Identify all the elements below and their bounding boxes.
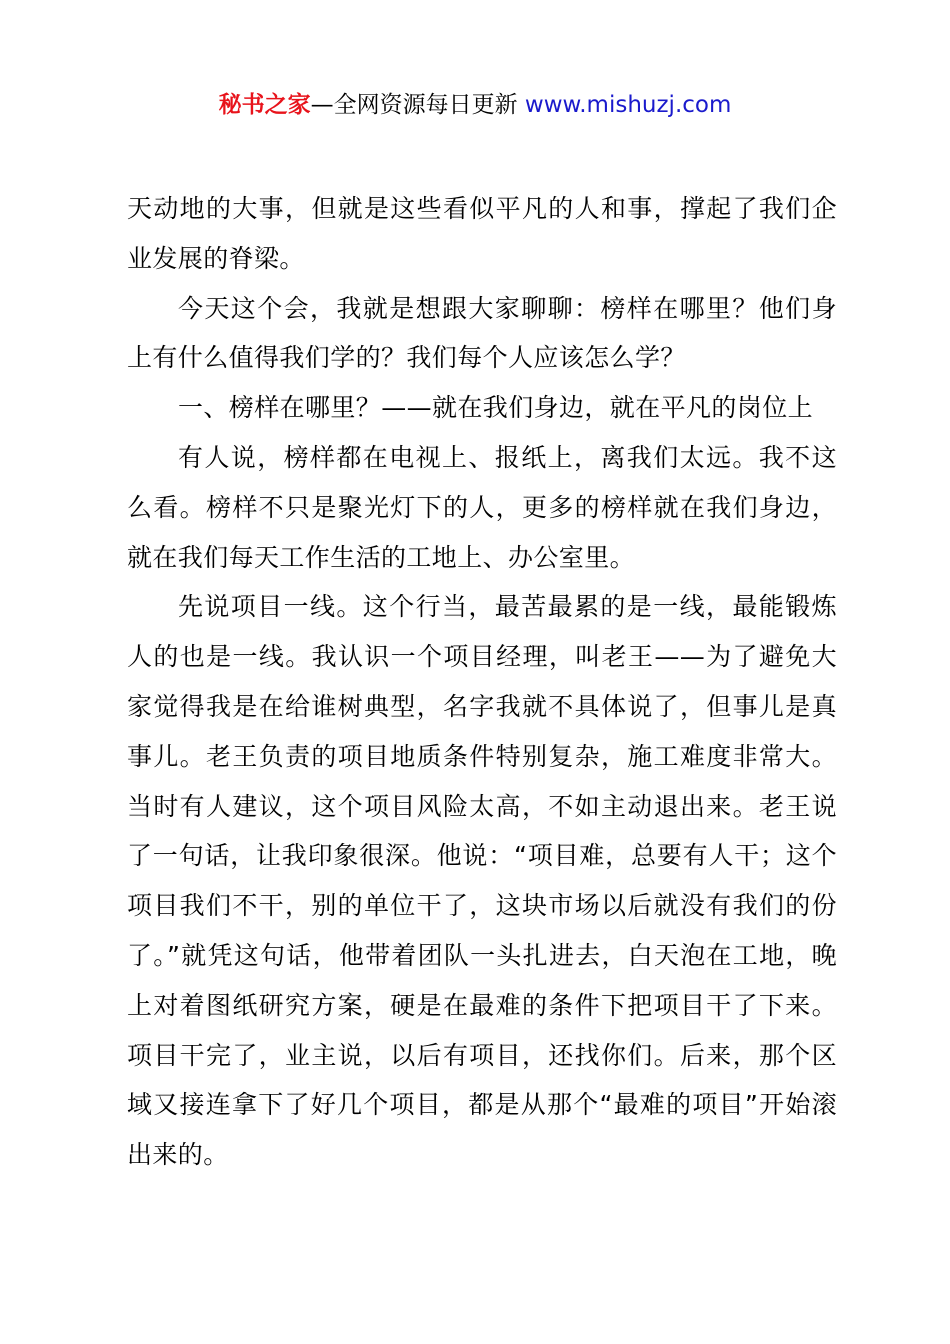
section-heading: 一、榜样在哪里？——就在我们身边，就在平凡的岗位上 xyxy=(178,393,814,423)
paragraph-2: 今天这个会，我就是想跟大家聊聊：榜样在哪里？他们身上有什么值得我们学的？我们每个人应该怎么学？ xyxy=(127,293,837,373)
site-url-link[interactable]: www.mishuzj.com xyxy=(524,92,732,118)
page-header xyxy=(0,88,950,122)
site-slogan: —全网资源每日更新 xyxy=(310,92,525,118)
paragraph-1: 天动地的大事，但就是这些看似平凡的人和事，撑起了我们企业发展的脊梁。 xyxy=(127,194,837,273)
paragraph-4: 先说项目一线。这个行当，最苦最累的是一线，最能锻炼人的也是一线。我认识一个项目经理，叫老王——为了避免大家觉得我是在给谁树典型，名字我就不具体说了，但事儿是真事儿。老王负责的项目地质条件特别复杂，施工难度非常大。当时有人建议，这个项目风险太高，不如主动退出来。老王说了一句话，让我印象很深。他说：“项目难，总要有人干；这个项目我们不干，别的单位干了，这块市场以后就没有我们的份了。”就凭这句话，他带着团队一头扎进去，白天泡在工地，晚上对着图纸研究方案，硬是在最难的条件下把项目干了下来。项目干完了，业主说，以后有项目，还找你们。后来，那个区域又接连拿下了好几个项目，都是从那个“最难的项目”开始滚出来的。 xyxy=(127,592,837,1170)
site-brand: 秘书之家 xyxy=(218,92,311,118)
document-body xyxy=(127,184,837,1180)
paragraph-3: 有人说，榜样都在电视上、报纸上，离我们太远。我不这么看。榜样不只是聚光灯下的人，更多的榜样就在我们身边，就在我们每天工作生活的工地上、办公室里。 xyxy=(127,442,837,572)
